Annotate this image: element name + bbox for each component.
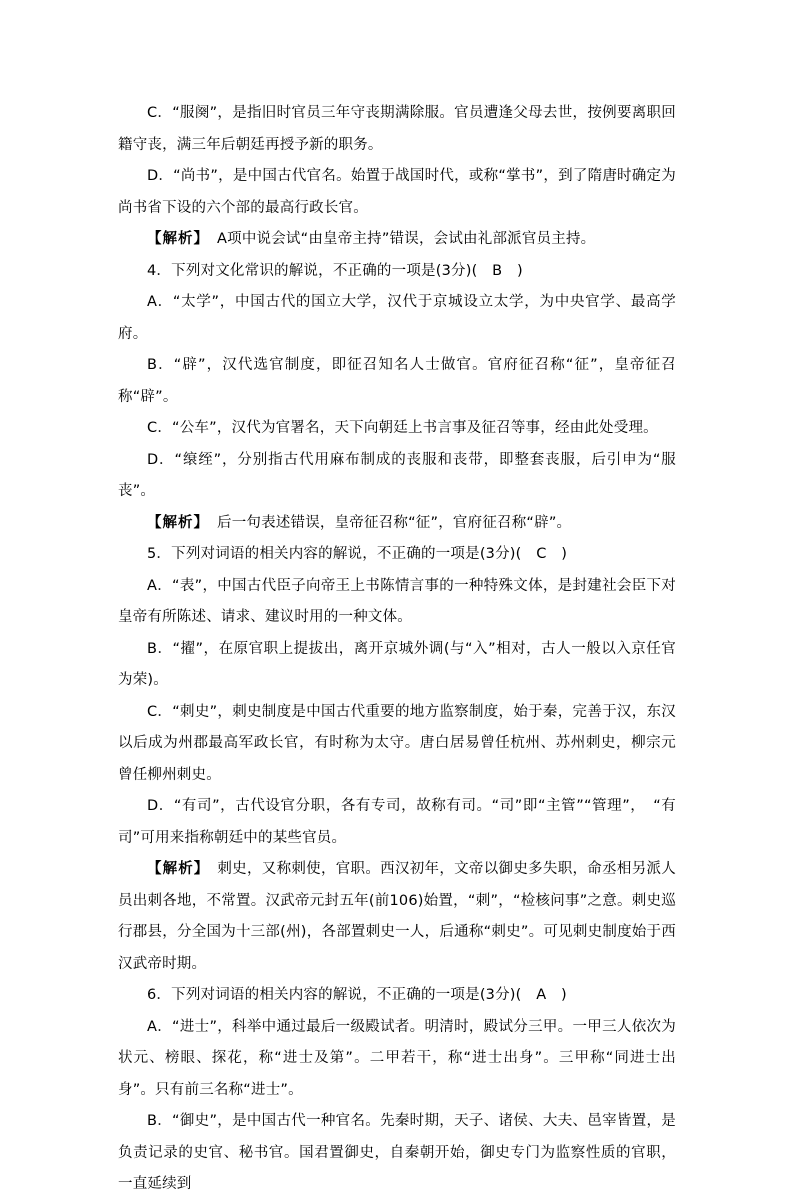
paragraph-text: A．“进士”，科举中通过最后一级殿试者。明清时，殿试分三甲。一甲三人依次为状元、榜眼、探花，称“进士及第”。二甲若干，称“进士出身”。三甲称“同进士出身”。只有前三名称“进士”。 (118, 1018, 676, 1098)
question-paragraph (118, 539, 676, 571)
analysis-label: 【解析】 (147, 231, 209, 247)
question-paragraph (118, 256, 676, 288)
question-paragraph (118, 634, 676, 697)
paragraph-text: A项中说会试“由皇帝主持”错误，会试由礼部派官员主持。 (217, 231, 596, 247)
paragraph-text: B．“辟”，汉代选官制度，即征召知名人士做官。官府征召称“征”，皇帝征召称“辟”。 (118, 357, 676, 405)
paragraph-text: D．“尚书”，是中国古代官名。始置于战国时代，或称“掌书”，到了隋唐时确定为尚书省下设的六个部的最高行政长官。 (118, 168, 676, 216)
question-paragraph (118, 1106, 676, 1201)
question-paragraph (118, 445, 676, 508)
paragraph-text: B．“御史”，是中国古代一种官名。先秦时期，天子、诸侯、大夫、邑宰皆置，是负责记录的史官、秘书官。国君置御史，自秦朝开始，御史专门为监察性质的官职，一直延续到 (118, 1113, 676, 1192)
paragraph-text: 刺史，又称刺使，官职。西汉初年，文帝以御史多失职，命丞相另派人员出刺各地，不常置。汉武帝元封五年(前106)始置，“刺”，“检核问事”之意。刺史巡行郡县，分全国为十三部(州)，各部置刺史一人，后通称“刺史”。可见刺史制度始于西汉武帝时期。 (118, 861, 676, 972)
paragraph-text: D．“缞绖”，分别指古代用麻布制成的丧服和丧带，即整套丧服，后引申为“服丧”。 (118, 451, 676, 499)
paragraph-text: A．“表”，中国古代臣子向帝王上书陈情言事的一种特殊文体，是封建社会臣下对皇帝有所陈述、请求、建议时用的一种文体。 (118, 577, 676, 625)
paragraph-text: C．“服阕”，是指旧时官员三年守丧期满除服。官员遭逢父母去世，按例要离职回籍守丧，满三年后朝廷再授予新的职务。 (118, 105, 676, 153)
paragraph-text: C．“公车”，汉代为官署名，天下向朝廷上书言事及征召等事，经由此处受理。 (147, 420, 658, 436)
question-paragraph (118, 287, 676, 350)
analysis-label: 【解析】 (147, 861, 210, 877)
paragraph-text: D．“有司”，古代设官分职，各有专司，故称有司。“司”即“主管”“管理”， “有司”可用来指称朝廷中的某些官员。 (118, 798, 676, 846)
question-paragraph (118, 791, 676, 854)
paragraph-text: 6．下列对词语的相关内容的解说，不正确的一项是(3分)( A ) (147, 987, 567, 1003)
analysis-paragraph (118, 224, 676, 256)
question-paragraph (118, 571, 676, 634)
question-paragraph (118, 161, 676, 224)
paragraph-text: 后一句表述错误，皇帝征召称“征”，官府征召称“辟”。 (217, 514, 572, 531)
paragraph-text: 5．下列对词语的相关内容的解说，不正确的一项是(3分)( C ) (147, 546, 568, 562)
question-paragraph (118, 980, 676, 1012)
analysis-paragraph (118, 508, 676, 540)
analysis-label: 【解析】 (147, 514, 209, 531)
paragraph-text: 4．下列对文化常识的解说，不正确的一项是(3分)( B ) (147, 262, 523, 279)
paragraph-text: A．“太学”，中国古代的国立大学，汉代于京城设立太学，为中央官学、最高学府。 (118, 294, 676, 342)
analysis-paragraph (118, 854, 676, 980)
document-body (118, 98, 676, 1201)
paragraph-text: B．“擢”，在原官职上提拔出，离开京城外调(与“入”相对，古人一般以入京任官为荣)。 (118, 640, 676, 688)
question-paragraph (118, 1012, 676, 1107)
question-paragraph (118, 697, 676, 792)
paragraph-text: C．“刺史”，刺史制度是中国古代重要的地方监察制度，始于秦，完善于汉，东汉以后成为州郡最高军政长官，有时称为太守。唐白居易曾任杭州、苏州刺史，柳宗元曾任柳州刺史。 (118, 703, 676, 783)
question-paragraph (118, 98, 676, 161)
question-paragraph (118, 413, 676, 445)
question-paragraph (118, 350, 676, 413)
